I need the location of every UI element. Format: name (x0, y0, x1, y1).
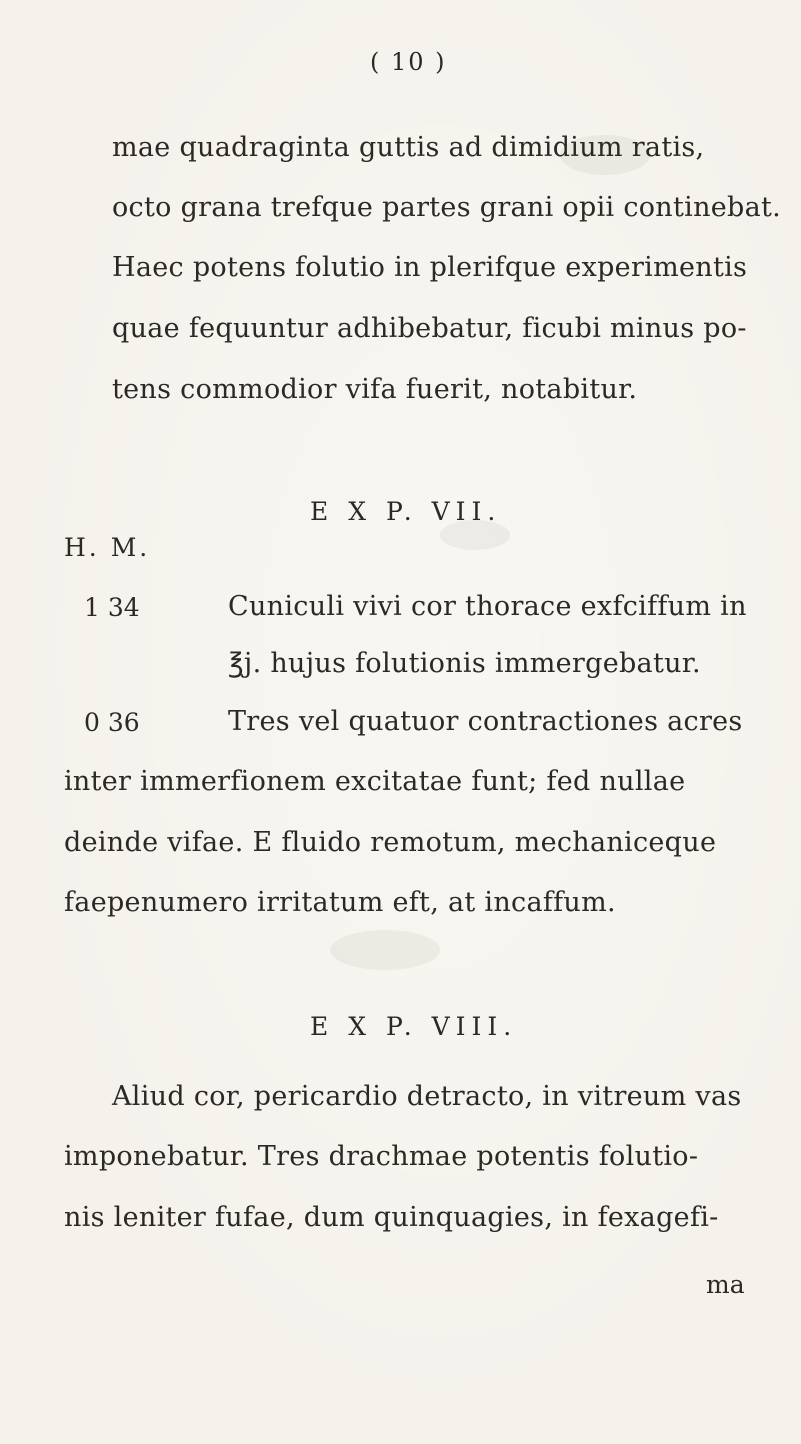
text-line: Tres vel quatuor contractiones acres (228, 706, 743, 737)
text-line: inter immerfionem excitatae funt; fed nullae (64, 766, 686, 797)
margin-time-value: 0 36 (84, 708, 140, 737)
text-line: tens commodior vifa fuerit, notabitur. (112, 374, 638, 405)
text-line: deinde vifae. E fluido remotum, mechaniceque (64, 827, 717, 858)
text-line: Cuniculi vivi cor thorace exfciffum in (228, 591, 747, 622)
catchword: ma (706, 1270, 745, 1299)
margin-time-label: H. M. (64, 533, 151, 562)
text-line: faepenumero irritatum eft, at incaffum. (64, 887, 616, 918)
text-line: Aliud cor, pericardio detracto, in vitreum vas (112, 1081, 742, 1112)
text-line: nis leniter fufae, dum quinquagies, in fexagefi- (64, 1202, 719, 1233)
page-number: ( 10 ) (370, 48, 447, 76)
text-line: imponebatur. Tres drachmae potentis folutio- (64, 1141, 699, 1172)
paper-stain (330, 930, 440, 970)
experiment-heading: E X P. VIII. (310, 1012, 518, 1041)
experiment-heading: E X P. VII. (310, 497, 502, 526)
text-line: quae fequuntur adhibebatur, ficubi minus po- (112, 313, 747, 344)
margin-time-value: 1 34 (84, 593, 140, 622)
text-line: octo grana trefque partes grani opii continebat. (112, 192, 782, 223)
text-line: mae quadraginta guttis ad dimidium ratis, (112, 132, 705, 163)
text-line: ℥j. hujus folutionis immergebatur. (228, 648, 701, 679)
text-line: Haec potens folutio in plerifque experimentis (112, 252, 748, 283)
